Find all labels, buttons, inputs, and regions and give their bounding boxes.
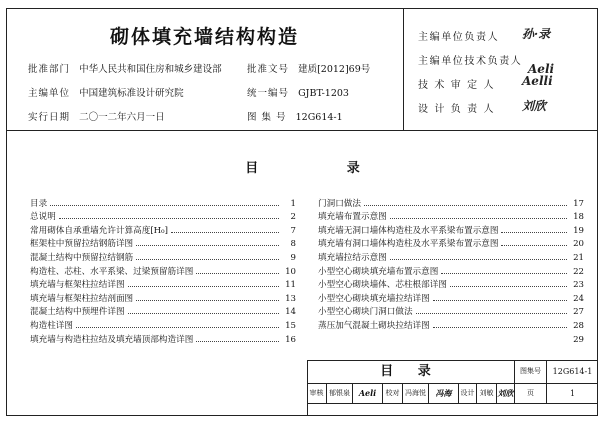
toc-entry[interactable]: 填充墙有洞口墙体构造柱及水平系梁布置示意图 20 (318, 239, 584, 250)
toc-entry[interactable]: 框架柱中预留拉结钢筋详图 8 (30, 239, 296, 250)
toc-entry[interactable]: 小型空心砌块门洞口做法 27 (318, 307, 584, 318)
toc-entry[interactable]: 填充墙拉结示意图 21 (318, 252, 584, 263)
role-chief-unit: 主编单位负责人 (418, 32, 500, 43)
toc-right-column (318, 195, 584, 345)
toc-entry[interactable]: 填充墙布置示意图 18 (318, 212, 584, 223)
title-block-name: 目 录 (307, 360, 515, 384)
toc-entry[interactable]: 门洞口做法 17 (318, 198, 584, 209)
toc-entry[interactable]: 构造柱详图 15 (30, 320, 296, 331)
toc-entry[interactable]: 构造柱、芯柱、水平系梁、过梁预留筋详图 10 (30, 266, 296, 277)
toc-entry[interactable]: 小型空心砌块填充墙布置示意图 22 (318, 266, 584, 277)
toc-left-column (30, 195, 296, 345)
check-label: 校对 (383, 384, 403, 404)
role-chief-tech: 主编单位技术负责人 (418, 56, 523, 67)
editor-unit: 主编单位 中国建筑标准设计研究院 (28, 88, 184, 99)
role-design-lead: 设 计 负 责 人 (418, 104, 496, 115)
toc-entry[interactable]: 小型空心砌块墙体、芯柱根部详图 23 (318, 280, 584, 291)
signature-chief-unit: 孙·录 (522, 27, 551, 41)
design-name: 刘敏 (477, 384, 497, 404)
header-info-block (6, 8, 404, 131)
toc-entry[interactable]: 填充墙与构造柱拉结及填充墙顶部构造详图 16 (30, 334, 296, 345)
signature-chief-tech: Aeli (528, 62, 555, 76)
review-signature: Aeli (353, 384, 383, 404)
signature-design-lead: 刘欣 (522, 99, 547, 113)
toc-entry[interactable]: 填充墙与框架柱拉结剖面图 13 (30, 293, 296, 304)
toc-entry[interactable]: 填充墙与框架柱拉结详图 11 (30, 280, 296, 291)
page-number: 1 (547, 384, 598, 404)
effective-date: 实行日期 二〇一二年六月一日 (28, 112, 165, 123)
toc-entry[interactable]: 混凝土结构中预埋件详图 14 (30, 307, 296, 318)
toc-entry[interactable]: 常用砌体自承重墙允许计算高度[H₀] 7 (30, 225, 296, 236)
approval-doc: 批准文号 建质[2012]69号 (247, 64, 371, 75)
approval-dept: 批准部门 中华人民共和国住房和城乡建设部 (28, 64, 222, 75)
toc-entry[interactable]: 混凝土结构中预留拉结钢筋 9 (30, 252, 296, 263)
unified-number: 统一编号 GJBT-1203 (247, 88, 349, 99)
check-signature: 冯海 (429, 384, 459, 404)
responsibility-block (404, 8, 598, 131)
atlas-no-label: 图集号 (515, 360, 547, 384)
page-label: 页 (515, 384, 547, 404)
review-label: 审核 (307, 384, 327, 404)
toc-entry[interactable]: 总说明 2 (30, 212, 296, 223)
toc-entry[interactable]: 目录 1 (30, 198, 296, 209)
design-label: 设计 (459, 384, 477, 404)
toc-heading: 目 录 (245, 161, 402, 176)
design-signature: 刘欣 (497, 384, 515, 404)
toc-entry[interactable]: 小型空心砌块填充墙拉结详图 24 (318, 293, 584, 304)
toc-entry[interactable]: 填充墙无洞口墙体构造柱及水平系梁布置示意图 19 (318, 225, 584, 236)
role-tech-review: 技 术 审 定 人 (418, 80, 496, 91)
review-name: 郁银泉 (327, 384, 353, 404)
atlas-number: 图 集 号 12G614-1 (247, 112, 343, 123)
atlas-no-value: 12G614-1 (547, 360, 598, 384)
signature-tech-review: Aelli (522, 74, 553, 88)
toc-entry-page-only: 29 (573, 334, 584, 345)
check-name: 冯海悦 (403, 384, 429, 404)
toc-entry[interactable]: 蒸压加气混凝土砌块拉结详图 28 (318, 320, 584, 331)
atlas-title: 砌体填充墙结构构造 (109, 26, 299, 48)
